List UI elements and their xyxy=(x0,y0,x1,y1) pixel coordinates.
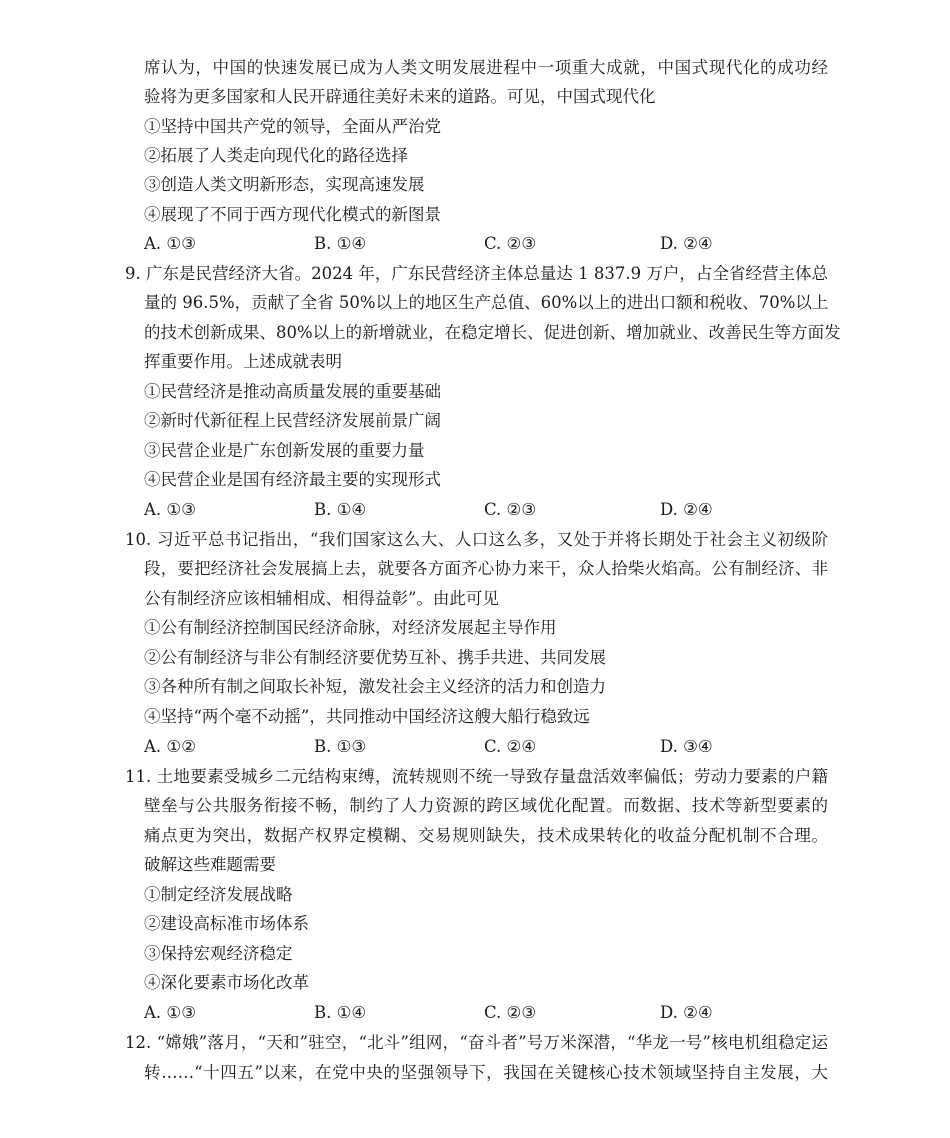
question-9-text-line: 的技术创新成果、80%以上的新增就业，在稳定增长、促进创新、增加就业、改善民生等方面发 xyxy=(144,323,841,342)
question-10-option-3: ③各种所有制之间取长补短，激发社会主义经济的活力和创造力 xyxy=(144,677,606,696)
question-9-option-1: ①民营经济是推动高质量发展的重要基础 xyxy=(144,382,441,401)
question-11-option-1: ①制定经济发展战略 xyxy=(144,885,293,904)
answer-d: D. ③④ xyxy=(660,737,713,756)
answer-b: B. ①④ xyxy=(314,234,367,253)
answer-a: A. ①③ xyxy=(144,1003,196,1022)
answer-a: A. ①③ xyxy=(144,500,196,519)
question-12-text-line: 转……“十四五”以来，在党中央的坚强领导下，我国在关键核心技术领域坚持自主发展，大 xyxy=(144,1063,828,1082)
answer-b: B. ①④ xyxy=(314,1003,367,1022)
question-8-option-2: ②拓展了人类走向现代化的路径选择 xyxy=(144,146,408,165)
answer-b: B. ①④ xyxy=(314,500,367,519)
question-10-option-1: ①公有制经济控制国民经济命脉，对经济发展起主导作用 xyxy=(144,618,557,637)
question-8-option-1: ①坚持中国共产党的领导，全面从严治党 xyxy=(144,117,441,136)
question-8-option-4: ④展现了不同于西方现代化模式的新图景 xyxy=(144,205,441,224)
answer-c: C. ②③ xyxy=(484,500,537,519)
question-11-option-2: ②建设高标准市场体系 xyxy=(144,914,309,933)
question-12-text-line: 12. “嫦娥”落月，“天和”驻空，“北斗”组网，“奋斗者”号万米深潜，“华龙一号”核电机组稳定运 xyxy=(125,1033,828,1052)
question-8-answers xyxy=(144,233,844,255)
question-11-answers xyxy=(144,1002,844,1024)
question-9-option-2: ②新时代新征程上民营经济发展前景广阔 xyxy=(144,411,441,430)
answer-c: C. ②④ xyxy=(484,737,537,756)
question-11-option-4: ④深化要素市场化改革 xyxy=(144,973,309,992)
answer-c: C. ②③ xyxy=(484,234,537,253)
question-10-text-line: 10. 习近平总书记指出，“我们国家这么大、人口这么多，又处于并将长期处于社会主义初级阶 xyxy=(125,530,828,549)
question-9-answers xyxy=(144,499,844,521)
question-8-option-3: ③创造人类文明新形态，实现高速发展 xyxy=(144,175,425,194)
question-9-text-line: 挥重要作用。上述成就表明 xyxy=(144,352,342,371)
answer-c: C. ②③ xyxy=(484,1003,537,1022)
question-11-text-line: 痛点更为突出，数据产权界定模糊、交易规则缺失，技术成果转化的收益分配机制不合理。 xyxy=(144,826,828,845)
question-11-text-line: 破解这些难题需要 xyxy=(144,855,276,874)
question-11-text-line: 壁垒与公共服务衔接不畅，制约了人力资源的跨区域优化配置。而数据、技术等新型要素的 xyxy=(144,796,828,815)
answer-a: A. ①② xyxy=(144,737,196,756)
question-11-text-line: 11. 土地要素受城乡二元结构束缚，流转规则不统一导致存量盘活效率偏低；劳动力要素的户籍 xyxy=(125,767,828,786)
question-10-option-4: ④坚持“两个毫不动摇”，共同推动中国经济这艘大船行稳致远 xyxy=(144,707,590,726)
answer-d: D. ②④ xyxy=(660,500,713,519)
question-10-text-line: 公有制经济应该相辅相成、相得益彰”。由此可见 xyxy=(144,589,499,608)
answer-b: B. ①③ xyxy=(314,737,367,756)
question-11-option-3: ③保持宏观经济稳定 xyxy=(144,944,293,963)
answer-d: D. ②④ xyxy=(660,234,713,253)
question-8-text-line: 席认为，中国的快速发展已成为人类文明发展进程中一项重大成就，中国式现代化的成功经 xyxy=(144,58,828,77)
question-9-option-3: ③民营企业是广东创新发展的重要力量 xyxy=(144,441,425,460)
question-10-text-line: 段，要把经济社会发展搞上去，就要各方面齐心协力来干，众人拾柴火焰高。公有制经济、非 xyxy=(144,559,828,578)
question-10-option-2: ②公有制经济与非公有制经济要优势互补、携手共进、共同发展 xyxy=(144,648,606,667)
question-10-answers xyxy=(144,736,844,758)
question-9-text-line: 量的 96.5%，贡献了全省 50%以上的地区生产总值、60%以上的进出口额和税收、70%以上 xyxy=(144,293,829,312)
answer-d: D. ②④ xyxy=(660,1003,713,1022)
answer-a: A. ①③ xyxy=(144,234,196,253)
question-8-text-line: 验将为更多国家和人民开辟通往美好未来的道路。可见，中国式现代化 xyxy=(144,87,656,106)
question-9-text-line: 9. 广东是民营经济大省。2024 年，广东民营经济主体总量达 1 837.9 万户，占全省经营主体总 xyxy=(125,264,828,283)
question-9-option-4: ④民营企业是国有经济最主要的实现形式 xyxy=(144,470,441,489)
